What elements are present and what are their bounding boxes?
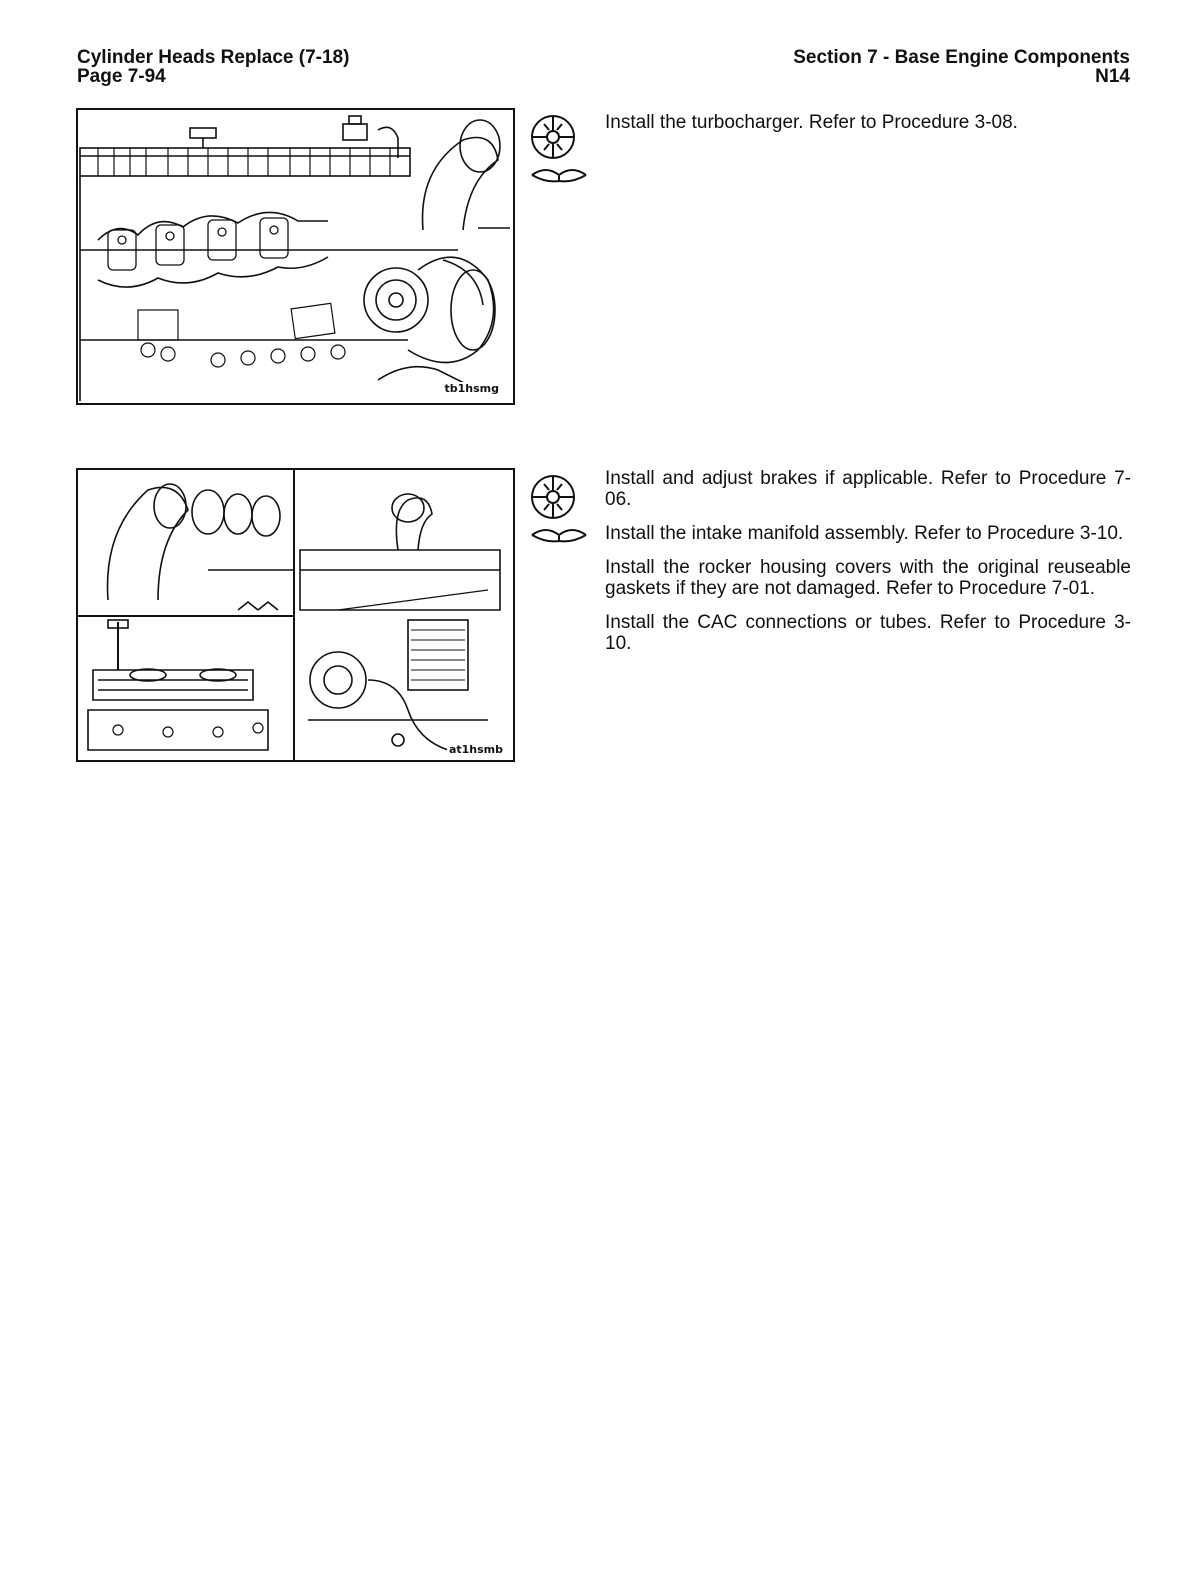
figure-code: tb1hsmg xyxy=(444,382,499,395)
section-title: Section 7 - Base Engine Components xyxy=(793,47,1130,68)
page-header-right xyxy=(793,48,1130,86)
instruction-step: Install the rocker housing covers with the original reuseable gaskets if they are not damaged. Refer to Procedure 7-01. xyxy=(605,557,1131,599)
socket-wrench-icon xyxy=(528,472,578,522)
instruction-step: Install and adjust brakes if applicable. Refer to Procedure 7-06. xyxy=(605,468,1131,510)
engine-model: N14 xyxy=(1095,66,1130,87)
page-number: Page 7-94 xyxy=(77,66,166,87)
service-manual-icon xyxy=(528,162,590,188)
figure-code: at1hsmb xyxy=(448,743,503,756)
page-header-left xyxy=(77,48,349,86)
socket-wrench-icon xyxy=(528,112,578,162)
turbocharger-illustration xyxy=(76,108,515,405)
instruction-step: Install the turbocharger. Refer to Procedure 3-08. xyxy=(605,112,1018,133)
procedure-title: Cylinder Heads Replace (7-18) xyxy=(77,47,350,68)
service-manual-icon xyxy=(528,522,590,548)
instruction-block-2 xyxy=(605,468,1131,667)
instruction-step: Install the CAC connections or tubes. Refer to Procedure 3-10. xyxy=(605,612,1131,654)
step-icons xyxy=(528,472,592,548)
instruction-step: Install the intake manifold assembly. Refer to Procedure 3-10. xyxy=(605,523,1124,544)
instruction-block-1 xyxy=(605,112,1131,146)
brakes-intake-rocker-illustration xyxy=(76,468,515,762)
step-icons xyxy=(528,112,592,188)
